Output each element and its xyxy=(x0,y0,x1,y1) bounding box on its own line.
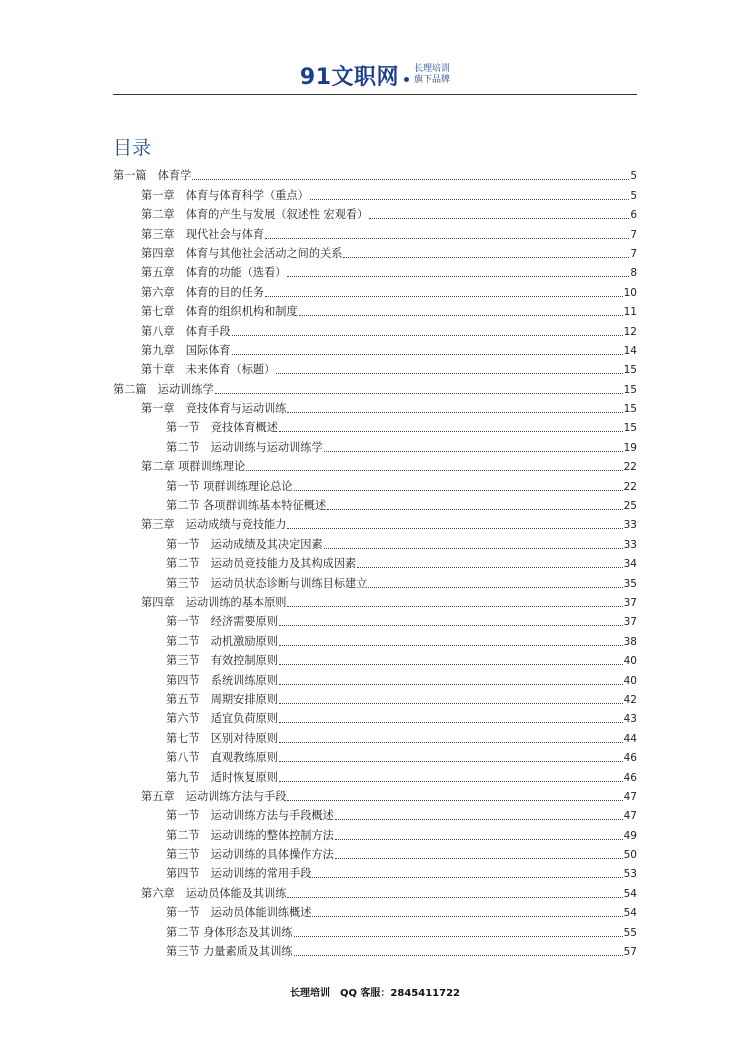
toc-entry-page-number: 34 xyxy=(623,558,637,571)
toc-entry-title: 第一章 竞技体育与运动训练 xyxy=(141,402,287,416)
toc-entry[interactable] xyxy=(113,901,637,920)
toc-entry-title: 第二章 项群训练理论 xyxy=(141,460,246,474)
toc-entry[interactable] xyxy=(113,785,637,804)
toc-entry-page-number: 15 xyxy=(623,364,637,377)
toc-entry-title: 第八章 体育手段 xyxy=(141,324,231,338)
toc-entry-title: 第二节 运动训练与运动训练学 xyxy=(166,440,323,454)
toc-entry-page-number: 5 xyxy=(630,170,637,183)
toc-dot-leader xyxy=(287,606,622,607)
toc-entry-title: 第二篇 运动训练学 xyxy=(113,382,214,396)
toc-entry-title: 第一篇 体育学 xyxy=(113,169,192,183)
toc-entry-title: 第一节 运动成绩及其决定因素 xyxy=(166,537,323,551)
toc-entry-page-number: 40 xyxy=(623,655,637,668)
toc-entry-title: 第四节 系统训练原则 xyxy=(166,673,278,687)
toc-entry[interactable] xyxy=(113,688,637,707)
toc-entry-page-number: 53 xyxy=(623,868,637,881)
toc-dot-leader xyxy=(279,664,623,665)
toc-entry[interactable] xyxy=(113,765,637,784)
toc-entry-page-number: 49 xyxy=(623,829,637,842)
toc-dot-leader xyxy=(327,509,622,510)
toc-entry[interactable] xyxy=(113,319,637,338)
toc-dot-leader xyxy=(279,431,623,432)
toc-dot-leader xyxy=(312,916,622,917)
brand-logo xyxy=(113,58,637,92)
toc-entry-page-number: 46 xyxy=(623,771,637,784)
toc-entry-title: 第二节 各项群训练基本特征概述 xyxy=(166,499,327,513)
toc-entry-title: 第一节 竞技体育概述 xyxy=(166,421,278,435)
toc-entry-title: 第五节 周期安排原则 xyxy=(166,692,278,706)
toc-entry[interactable] xyxy=(113,881,637,900)
toc-entry[interactable] xyxy=(113,707,637,726)
toc-entry-title: 第一节 经济需要原则 xyxy=(166,615,278,629)
toc-dot-leader xyxy=(294,490,623,491)
toc-entry-title: 第九章 国际体育 xyxy=(141,343,231,357)
toc-entry-title: 第七章 体育的组织机构和制度 xyxy=(141,305,298,319)
toc-entry-title: 第一节 运动员体能训练概述 xyxy=(166,906,312,920)
toc-entry-page-number: 25 xyxy=(623,500,637,513)
toc-entry[interactable] xyxy=(113,416,637,435)
toc-entry-page-number: 37 xyxy=(623,596,637,609)
toc-entry-page-number: 40 xyxy=(623,674,637,687)
toc-dot-leader xyxy=(279,761,623,762)
toc-dot-leader xyxy=(279,781,623,782)
toc-entry[interactable] xyxy=(113,183,637,202)
toc-entry-title: 第三节 运动员状态诊断与训练目标建立 xyxy=(166,576,368,590)
toc-entry[interactable] xyxy=(113,377,637,396)
toc-entry-page-number: 15 xyxy=(623,403,637,416)
toc-entry[interactable] xyxy=(113,571,637,590)
toc-entry-page-number: 33 xyxy=(623,538,637,551)
toc-entry[interactable] xyxy=(113,629,637,648)
toc-entry-title: 第三章 运动成绩与竞技能力 xyxy=(141,518,287,532)
toc-entry-page-number: 57 xyxy=(623,946,637,959)
toc-entry-title: 第六章 运动员体能及其训练 xyxy=(141,886,287,900)
toc-entry[interactable] xyxy=(113,843,637,862)
toc-entry-title: 第五章 体育的功能（选看） xyxy=(141,266,287,280)
toc-dot-leader xyxy=(357,567,622,568)
toc-dot-leader xyxy=(279,742,623,743)
toc-entry-title: 第九节 适时恢复原则 xyxy=(166,770,278,784)
toc-dot-leader xyxy=(276,373,622,374)
toc-entry-page-number: 54 xyxy=(623,887,637,900)
toc-entry[interactable] xyxy=(113,222,637,241)
toc-entry[interactable] xyxy=(113,532,637,551)
toc-entry[interactable] xyxy=(113,513,637,532)
toc-dot-leader xyxy=(312,877,622,878)
toc-entry-title: 第一节 项群训练理论总论 xyxy=(166,479,293,493)
toc-entry[interactable] xyxy=(113,397,637,416)
toc-entry[interactable] xyxy=(113,300,637,319)
toc-dot-leader xyxy=(369,218,629,219)
toc-entry[interactable] xyxy=(113,610,637,629)
toc-dot-leader xyxy=(265,296,623,297)
toc-dot-leader xyxy=(299,315,623,316)
toc-dot-leader xyxy=(246,470,622,471)
toc-entry-page-number: 55 xyxy=(623,926,637,939)
toc-entry-page-number: 46 xyxy=(623,752,637,765)
toc-entry-title: 第六章 体育的目的任务 xyxy=(141,285,265,299)
toc-entry-page-number: 42 xyxy=(623,693,637,706)
toc-entry-page-number: 50 xyxy=(623,849,637,862)
toc-dot-leader xyxy=(324,548,623,549)
toc-dot-leader xyxy=(265,238,629,239)
toc-dot-leader xyxy=(324,451,623,452)
toc-dot-leader xyxy=(294,955,623,956)
toc-entry-title: 第五章 运动训练方法与手段 xyxy=(141,789,287,803)
toc-entry[interactable] xyxy=(113,920,637,939)
toc-entry-page-number: 37 xyxy=(623,616,637,629)
toc-entry-page-number: 35 xyxy=(623,577,637,590)
toc-dot-leader xyxy=(232,335,623,336)
toc-entry[interactable] xyxy=(113,455,637,474)
toc-entry-page-number: 15 xyxy=(623,383,637,396)
toc-entry-page-number: 22 xyxy=(623,461,637,474)
toc-entry[interactable] xyxy=(113,474,637,493)
toc-entry-title: 第二节 身体形态及其训练 xyxy=(166,925,293,939)
toc-entry[interactable] xyxy=(113,280,637,299)
toc-dot-leader xyxy=(287,412,622,413)
toc-entry-page-number: 47 xyxy=(623,790,637,803)
toc-entry[interactable] xyxy=(113,746,637,765)
toc-dot-leader xyxy=(294,936,623,937)
toc-title: 目录 xyxy=(113,137,152,159)
toc-entry-page-number: 43 xyxy=(623,713,637,726)
toc-entry-title: 第十章 未来体育（标题） xyxy=(141,363,276,377)
toc-dot-leader xyxy=(335,819,623,820)
toc-entry-page-number: 44 xyxy=(623,732,637,745)
toc-entry[interactable] xyxy=(113,203,637,222)
toc-dot-leader xyxy=(279,645,623,646)
toc-entry-title: 第八节 直观教练原则 xyxy=(166,751,278,765)
toc-entry-title: 第二节 运动员竞技能力及其构成因素 xyxy=(166,557,357,571)
toc-entry-page-number: 47 xyxy=(623,810,637,823)
toc-entry-title: 第四章 运动训练的基本原则 xyxy=(141,595,287,609)
toc-dot-leader xyxy=(279,703,623,704)
toc-entry[interactable] xyxy=(113,164,637,183)
toc-dot-leader xyxy=(215,393,623,394)
toc-dot-leader xyxy=(232,354,623,355)
toc-entry-title: 第七节 区别对待原则 xyxy=(166,731,278,745)
toc-dot-leader xyxy=(335,839,623,840)
toc-entry-page-number: 38 xyxy=(623,635,637,648)
toc-entry-page-number: 33 xyxy=(623,519,637,532)
toc-dot-leader xyxy=(192,179,629,180)
toc-entry-page-number: 5 xyxy=(630,189,637,202)
toc-entry[interactable] xyxy=(113,668,637,687)
toc-entry[interactable] xyxy=(113,804,637,823)
toc-entry-title: 第三节 力量素质及其训练 xyxy=(166,945,293,959)
toc-entry-title: 第六节 适宜负荷原则 xyxy=(166,712,278,726)
toc-entry-page-number: 15 xyxy=(623,422,637,435)
brand-tagline-line-1: 长理培训 xyxy=(414,64,451,74)
page-footer: 长理培训 QQ 客服：2845411722 xyxy=(289,988,461,999)
toc-entry-page-number: 10 xyxy=(623,286,637,299)
toc-entry-title: 第三节 运动训练的具体操作方法 xyxy=(166,848,334,862)
toc-entry[interactable] xyxy=(113,242,637,261)
toc-entry-page-number: 7 xyxy=(630,228,637,241)
toc-entry-title: 第一章 体育与体育科学（重点） xyxy=(141,188,309,202)
toc-dot-leader xyxy=(335,858,623,859)
toc-entry-title: 第二章 体育的产生与发展（叙述性 宏观看） xyxy=(141,208,369,222)
toc-entry[interactable] xyxy=(113,261,637,280)
toc-entry[interactable] xyxy=(113,358,637,377)
toc-entry-page-number: 8 xyxy=(630,267,637,280)
toc-entry-page-number: 11 xyxy=(623,306,637,319)
brand-tagline xyxy=(414,64,450,86)
toc-dot-leader xyxy=(287,897,622,898)
toc-entry-page-number: 22 xyxy=(623,480,637,493)
brand-name: 91文职网 xyxy=(299,64,400,90)
toc-entry-title: 第二节 运动训练的整体控制方法 xyxy=(166,828,334,842)
table-of-contents xyxy=(113,164,637,959)
toc-entry[interactable] xyxy=(113,823,637,842)
toc-entry-page-number: 54 xyxy=(623,907,637,920)
toc-entry-page-number: 14 xyxy=(623,344,637,357)
toc-dot-leader xyxy=(279,625,623,626)
toc-entry-title: 第三章 现代社会与体育 xyxy=(141,227,265,241)
toc-entry-title: 第四章 体育与其他社会活动之间的关系 xyxy=(141,246,343,260)
toc-entry-title: 第三节 有效控制原则 xyxy=(166,654,278,668)
toc-entry[interactable] xyxy=(113,339,637,358)
toc-dot-leader xyxy=(287,276,629,277)
toc-entry-page-number: 7 xyxy=(630,247,637,260)
toc-entry-page-number: 12 xyxy=(623,325,637,338)
toc-entry[interactable] xyxy=(113,726,637,745)
toc-entry-title: 第二节 动机激励原则 xyxy=(166,634,278,648)
toc-dot-leader xyxy=(279,684,623,685)
toc-entry[interactable] xyxy=(113,940,637,959)
toc-dot-leader xyxy=(279,722,623,723)
toc-dot-leader xyxy=(368,587,622,588)
brand-dot-icon xyxy=(404,77,409,82)
toc-entry-title: 第一节 运动训练方法与手段概述 xyxy=(166,809,334,823)
toc-entry[interactable] xyxy=(113,591,637,610)
toc-entry-page-number: 19 xyxy=(623,441,637,454)
toc-dot-leader xyxy=(287,528,622,529)
page-header xyxy=(113,58,637,95)
toc-dot-leader xyxy=(343,257,629,258)
toc-dot-leader xyxy=(310,199,629,200)
toc-entry-title: 第四节 运动训练的常用手段 xyxy=(166,867,312,881)
toc-entry[interactable] xyxy=(113,862,637,881)
toc-entry[interactable] xyxy=(113,552,637,571)
toc-entry[interactable] xyxy=(113,494,637,513)
brand-tagline-line-2: 旗下品牌 xyxy=(414,75,451,85)
toc-dot-leader xyxy=(287,800,622,801)
toc-entry-page-number: 6 xyxy=(630,209,637,222)
toc-entry[interactable] xyxy=(113,649,637,668)
toc-entry[interactable] xyxy=(113,435,637,454)
